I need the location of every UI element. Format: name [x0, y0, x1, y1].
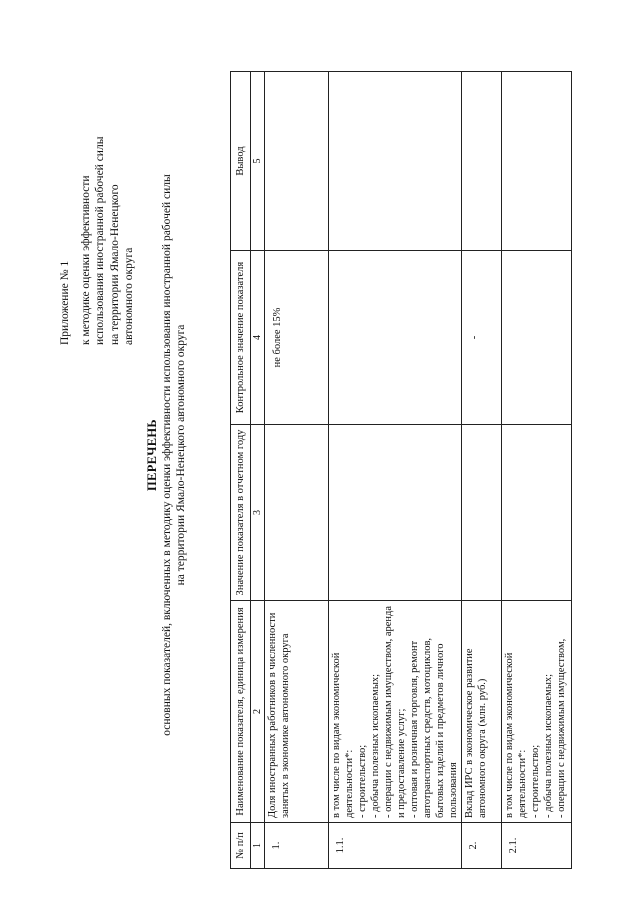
row-conclusion — [462, 72, 502, 251]
table-row — [329, 72, 462, 869]
row-conclusion — [265, 72, 329, 251]
row-name-line: - добыча полезных ископаемых; — [543, 673, 554, 818]
row-value — [462, 425, 502, 601]
header-control: Контрольное значение показателя — [231, 251, 251, 425]
heading-line: основных показателей, включенных в методику оценки эффективности использования иностранной рабочей силы — [161, 174, 173, 736]
row-number: 2. — [462, 823, 502, 869]
table-row — [502, 72, 572, 869]
row-control — [502, 251, 572, 425]
row-control — [329, 251, 462, 425]
row-conclusion — [502, 72, 572, 251]
column-number: 4 — [251, 251, 265, 425]
header-number: № п/п — [231, 823, 251, 869]
row-number: 1. — [265, 823, 329, 869]
appendix-line: на территории Ямало-Ненецкого — [108, 184, 121, 345]
row-name-line: - строительство; — [530, 744, 541, 818]
row-control: - — [462, 251, 502, 425]
row-name-line: - оптовая и розничная торговля, ремонт автотранспортных средств, мотоциклов, бытовых изделий и предметов личного пользования — [409, 637, 459, 818]
table-header-row — [231, 72, 251, 869]
header-conclusion: Вывод — [231, 72, 251, 251]
column-number: 3 — [251, 425, 265, 601]
row-value — [265, 425, 329, 601]
header-value: Значение показателя в отчетном году — [231, 425, 251, 601]
column-number-row — [251, 72, 265, 869]
row-name — [502, 601, 572, 823]
appendix-block — [58, 85, 137, 345]
row-number: 2.1. — [502, 823, 572, 869]
row-name-line: - добыча полезных ископаемых; — [370, 673, 381, 818]
header-name: Наименование показателя, единица измерения — [231, 601, 251, 823]
table-row — [462, 72, 502, 869]
row-conclusion — [329, 72, 462, 251]
row-name-line: - операции с недвижимым имуществом, — [556, 638, 567, 818]
row-name-line: - строительство; — [357, 744, 368, 818]
heading-title: ПЕРЕЧЕНЬ — [145, 419, 159, 491]
row-name: Доля иностранных работников в численности занятых в экономике автономного округа — [265, 601, 329, 823]
row-name-line: в том числе по видам экономической деятельности*: — [331, 652, 355, 818]
appendix-title: Приложение № 1 — [59, 260, 71, 345]
appendix-line: автономного округа — [123, 247, 135, 345]
appendix-line: к методике оценки эффективности — [79, 175, 92, 345]
row-control: не более 15% — [265, 251, 329, 425]
row-name-line: в том числе по видам экономической деятельности*: — [504, 652, 528, 818]
column-number: 5 — [251, 72, 265, 251]
column-number: 1 — [251, 823, 265, 869]
row-name: Вклад ИРС в экономическое развитие автономного округа (млн. руб.) — [462, 601, 502, 823]
row-value — [329, 425, 462, 601]
row-name — [329, 601, 462, 823]
column-number: 2 — [251, 601, 265, 823]
row-name-line: - операции с недвижимым имуществом, аренда и предоставление услуг; — [383, 605, 407, 818]
indicators-table — [230, 71, 572, 869]
appendix-line: использования иностранной рабочей силы — [94, 136, 106, 345]
row-number: 1.1. — [329, 823, 462, 869]
document-heading — [145, 65, 188, 845]
row-value — [502, 425, 572, 601]
heading-line: на территории Ямало-Ненецкого автономного округа — [175, 324, 187, 586]
table-row — [265, 72, 329, 869]
